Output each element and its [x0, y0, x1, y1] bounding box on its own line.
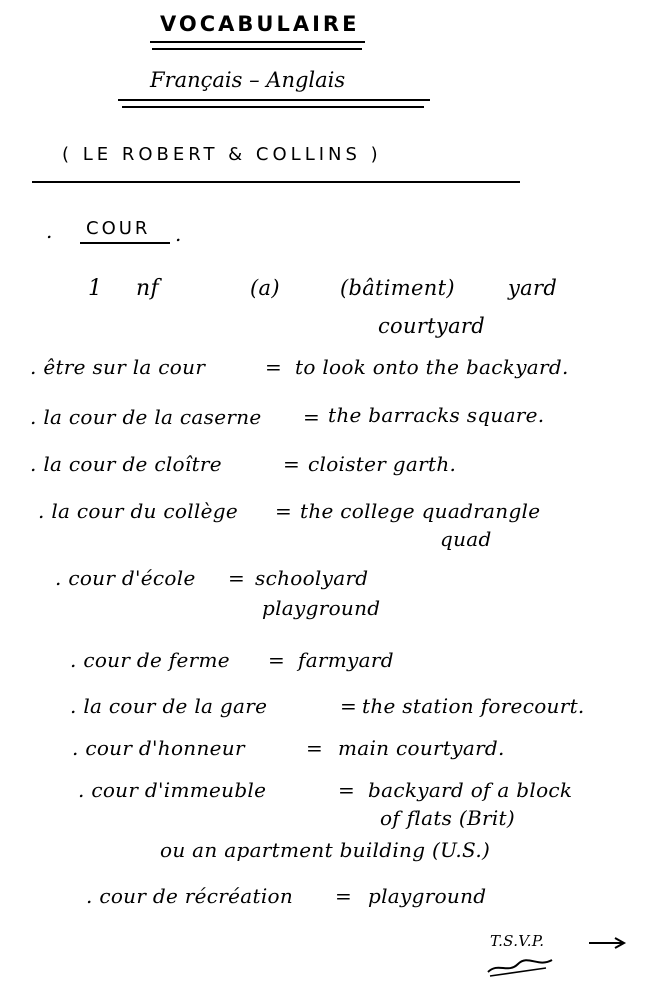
source-underline [32, 181, 520, 183]
translation-yard: yard [508, 276, 558, 300]
language-pair-underline [118, 99, 430, 101]
list-item: . la cour de la caserne [30, 405, 262, 429]
headword-dot: . [175, 222, 182, 246]
example-english-line-2: of flats (Brit) [380, 806, 515, 830]
example-english: the station forecourt. [362, 694, 585, 718]
example-english-line-3: ou an apartment building (U.S.) [160, 838, 491, 862]
signature-flourish [486, 954, 556, 978]
example-french: la cour de cloître [43, 452, 222, 476]
example-english-alt: quad [440, 527, 492, 551]
headword-underline [80, 242, 170, 244]
equals-sign: = [303, 405, 321, 429]
example-english: farmyard [298, 648, 394, 672]
example-english: playground [368, 884, 487, 908]
equals-sign: = [283, 452, 301, 476]
list-item: . la cour de la gare [70, 694, 268, 718]
example-french: la cour du collège [51, 499, 238, 523]
list-item: . cour de ferme [70, 648, 230, 672]
list-item: . cour de récréation [86, 884, 294, 908]
list-item: . cour d'école [55, 566, 196, 590]
example-french: cour de récréation [99, 884, 294, 908]
example-english: main courtyard. [338, 736, 505, 760]
list-item: . cour d'honneur [72, 736, 245, 760]
title-underline [150, 41, 365, 43]
example-french: cour d'immeuble [91, 778, 267, 802]
example-english: to look onto the backyard. [295, 355, 569, 379]
headword: COUR [86, 218, 151, 239]
translation-courtyard: courtyard [378, 314, 485, 338]
list-item: . être sur la cour [30, 355, 206, 379]
gloss-context: (bâtiment) [340, 276, 455, 300]
example-english: schoolyard [255, 566, 369, 590]
sense-letter: (a) [250, 276, 280, 300]
sense-number: 1 [88, 276, 103, 301]
part-of-speech: nf [136, 276, 159, 301]
example-french: cour d'école [68, 566, 196, 590]
example-english: the barracks square. [328, 403, 545, 427]
example-english-alt: playground [262, 596, 381, 620]
example-english: backyard of a block [368, 778, 573, 802]
example-english: cloister garth. [308, 452, 457, 476]
equals-sign: = [275, 499, 293, 523]
equals-sign: = [306, 736, 324, 760]
language-pair: Français – Anglais [150, 68, 346, 92]
equals-sign: = [338, 778, 356, 802]
example-french: être sur la cour [43, 355, 206, 379]
equals-sign: = [268, 648, 286, 672]
next-page-mark: T.S.V.P. [490, 932, 545, 950]
headword-bullet: . [46, 219, 53, 243]
page-title: VOCABULAIRE [160, 12, 360, 36]
example-english: the college quadrangle [300, 499, 541, 523]
equals-sign: = [335, 884, 353, 908]
list-item: . la cour de cloître [30, 452, 222, 476]
example-french: la cour de la caserne [43, 405, 262, 429]
arrow-right-icon [588, 936, 628, 950]
equals-sign: = [265, 355, 283, 379]
equals-sign: = [228, 566, 246, 590]
example-french: la cour de la gare [83, 694, 268, 718]
title-underline-2 [152, 48, 362, 50]
example-french: cour de ferme [83, 648, 230, 672]
language-pair-underline-2 [122, 106, 424, 108]
list-item: . la cour du collège [38, 499, 238, 523]
equals-sign: = [340, 694, 358, 718]
example-french: cour d'honneur [85, 736, 245, 760]
dictionary-source: ( LE ROBERT & COLLINS ) [62, 144, 382, 165]
list-item: . cour d'immeuble [78, 778, 267, 802]
